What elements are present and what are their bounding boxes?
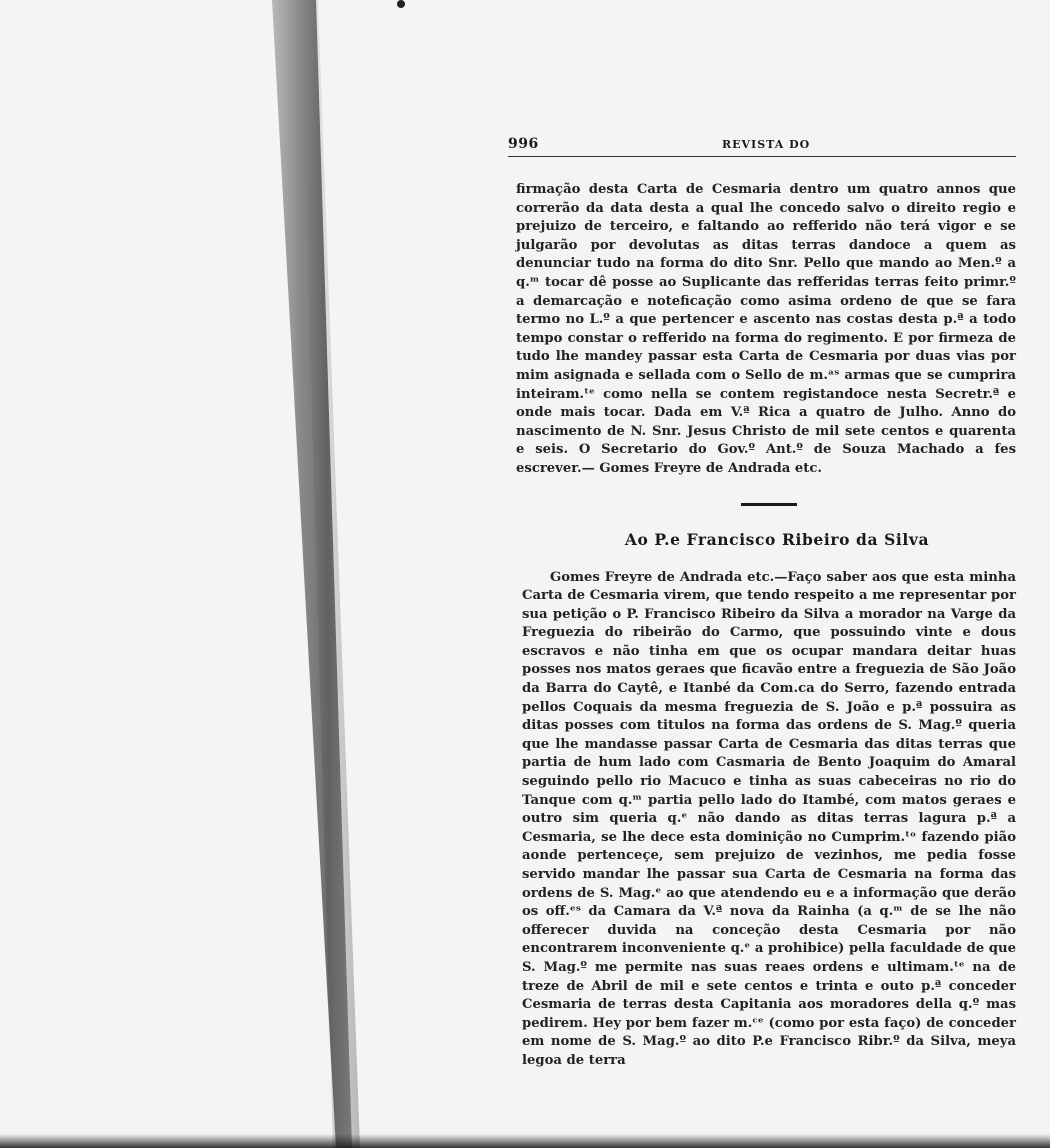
book-page [508, 136, 1016, 1071]
ink-speck [397, 0, 405, 8]
section-divider [741, 503, 797, 506]
paragraph-carta: Gomes Freyre de Andrada etc.—Faço saber aos que esta minha Carta de Cesmaria virem, que tendo respeito a me representar por sua petição o P. Francisco Ribeiro da Silva a morador na Varge da Freguezia do ribeirão do Carmo, que possuindo vinte e dous escravos e não tinha em que os ocupar mandara deitar huas posses nos matos geraes que ficavão entre a freguezia de São João da Barra do Caytê, e Itanbé da Com.ca do Serro, fazendo entrada pellos Coquais da mesma freguezia de S. João e p.ª possuira as ditas posses com titulos na forma das ordens de S. Mag.º queria que lhe mandasse passar Carta de Cesmaria das ditas terras que partia de hum lado com Casmaria de Bento Joaquim do Amaral seguindo pello rio Macuco e tinha as suas cabeceiras no rio do Tanque com q.ᵐ partia pello lado do Itambé, com matos geraes e outro sim queria q.ᵉ não dando as ditas terras lagura p.ª a Cesmaria, se lhe dece esta dominição no Cumprim.ᵗᵒ fazendo pião aonde pertenceçe, sem prejuizo de vezinhos, me pedia fosse servido mandar lhe passar sua Carta de Cesmaria na forma das ordens de S. Mag.ᵉ ao que atendendo eu e a informação que derão os off.ᵉˢ da Camara da V.ª nova da Rainha (a q.ᵐ de se lhe não offerecer duvida na conceção desta Cesmaria por não encontrarem inconveniente q.ᵉ a prohibice) pella faculdade de que S. Mag.º me permite nas suas reaes ordens e ultimam.ᵗᵉ na de treze de Abril de mil e sete centos e trinta e outo p.ª conceder Cesmaria de terras desta Capitania aos moradores della q.º mas pedirem. Hey por bem fazer m.ᶜᵉ (como por esta faço) de conceder em nome de S. Mag.º ao dito P.e Francisco Ribr.º da Silva, meya legoa de terra [522, 569, 1016, 1068]
page-number: 996 [508, 136, 539, 152]
page-header [508, 136, 1016, 157]
section-title: Ao P.e Francisco Ribeiro da Silva [624, 529, 930, 549]
scan-bottom-edge [0, 1134, 1050, 1148]
running-head: REVISTA DO [722, 138, 811, 151]
paragraph-continued: firmação desta Carta de Cesmaria dentro um quatro annos que correrão da data desta a qual lhe concedo salvo o direito regio e prejuizo de terceiro, e faltando ao refferido não terá vigor e se julgarão por devolutas as ditas terras dandoce a quem as denunciar tudo na forma do dito Snr. Pello que mando ao Men.º a q.ᵐ tocar dê posse ao Suplicante das refferidas terras feito primr.º a demarcação e noteficação como asima ordeno de que se fara termo no L.º a que pertencer e ascento nas costas desta p.ª a todo tempo constar o refferido na forma do regimento. E por firmeza de tudo lhe mandey passar esta Carta de Cesmaria por duas vias por mim asignada e sellada com o Sello de m.ᵃˢ armas que se cumprira inteiram.ᵗᵉ como nella se contem registandoce nesta Secretr.ª e onde mais tocar. Dada em V.ª Rica a quatro de Julho. Anno do nascimento de N. Snr. Jesus Christo de mil sete centos e quarenta e seis. O Secretario do Gov.º Ant.º de Souza Machado a fes escrever.— Gomes Freyre de Andrada etc. [516, 182, 1016, 476]
